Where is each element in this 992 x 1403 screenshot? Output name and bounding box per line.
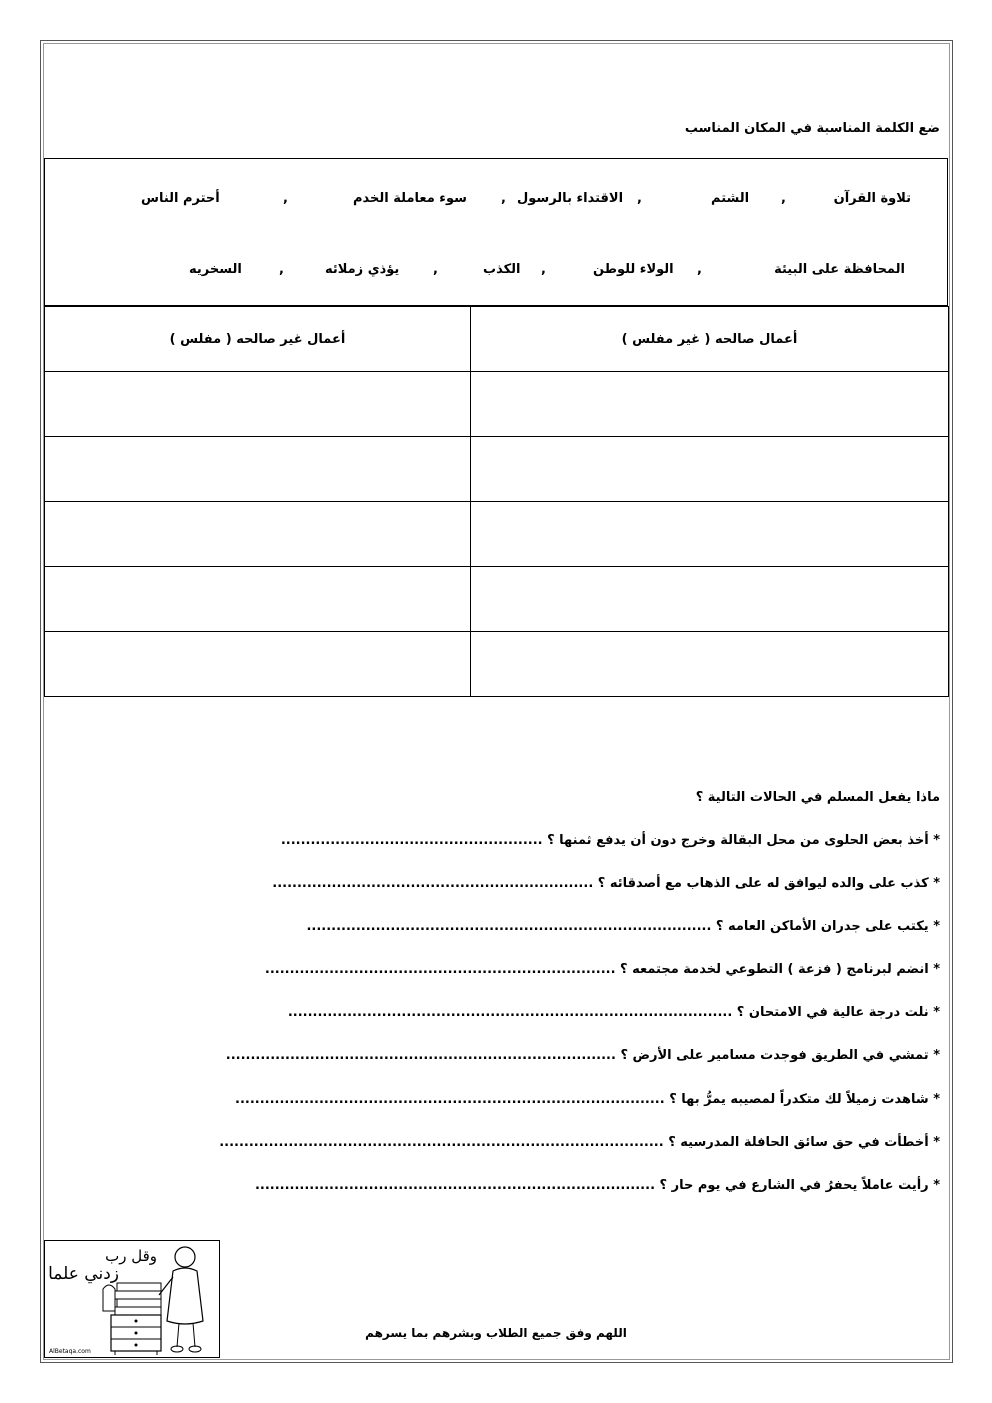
word-separator: , — [279, 262, 284, 277]
word-10: السخريه — [189, 262, 242, 277]
logo-caption-bottom: زدني علما — [48, 1264, 119, 1284]
footer-prayer: اللهم وفق جميع الطلاب وبشرهم بما يسرهم — [365, 1326, 627, 1340]
decorative-logo — [44, 1240, 220, 1358]
question-item: * يكتب على جدران الأماكن العامه ؟ .................................................................................. — [306, 919, 940, 934]
question-item: * تمشي في الطريق فوجدت مسامير على الأرض ؟ ............................................................................... — [225, 1048, 940, 1063]
word-8: الكذب — [483, 262, 521, 277]
bad-deed-cell[interactable] — [45, 632, 471, 697]
question-item: * شاهدت زميلاً لك متكدراً لمصيبه يمرُّ بها ؟ ....................................................................................... — [235, 1092, 940, 1107]
word-1: تلاوة القرآن — [833, 191, 911, 206]
word-2: الشتم — [711, 191, 750, 206]
word-separator: , — [541, 262, 546, 277]
bad-deed-cell[interactable] — [45, 437, 471, 502]
question-item: * رأيت عاملاً يحفرُ في الشارع في يوم حار ؟ ................................................................................. — [254, 1178, 940, 1193]
word-separator: , — [501, 191, 506, 206]
word-4: سوء معاملة الخدم — [353, 191, 467, 206]
good-deed-cell[interactable] — [471, 372, 949, 437]
good-deed-cell[interactable] — [471, 437, 949, 502]
word-bank — [44, 158, 948, 306]
good-deed-cell[interactable] — [471, 502, 949, 567]
bad-deed-cell[interactable] — [45, 567, 471, 632]
bad-deed-cell[interactable] — [45, 372, 471, 437]
good-deeds-header: أعمال صالحه ( غير مفلس ) — [471, 307, 949, 372]
logo-site: AlBetaqa.com — [49, 1348, 91, 1355]
good-deed-cell[interactable] — [471, 632, 949, 697]
word-6: المحافظة على البيئة — [774, 262, 905, 277]
instruction-heading: ضع الكلمة المناسبة في المكان المناسب — [684, 121, 940, 136]
word-9: يؤذي زملائه — [325, 262, 400, 277]
sorting-table — [44, 306, 949, 697]
word-7: الولاء للوطن — [593, 262, 674, 277]
word-5: أحترم الناس — [141, 191, 220, 206]
question-item: * أخذ بعض الحلوى من محل البقالة وخرج دون أن يدفع ثمنها ؟ ..................................................... — [280, 833, 940, 848]
question-item: * نلت درجة عالية في الامتحان ؟ .......................................................................................... — [287, 1005, 940, 1020]
word-3: الاقتداء بالرسول — [517, 191, 624, 206]
word-separator: , — [433, 262, 438, 277]
word-separator: , — [697, 262, 702, 277]
good-deed-cell[interactable] — [471, 567, 949, 632]
question-item: * كذب على والده ليوافق له على الذهاب مع أصدقائه ؟ ................................................................. — [272, 876, 940, 891]
word-separator: , — [781, 191, 786, 206]
logo-caption-top: وقل رب — [105, 1247, 157, 1265]
question-item: * انضم لبرنامج ( فزعة ) التطوعي لخدمة مجتمعه ؟ ....................................................................... — [264, 962, 940, 977]
word-separator: , — [637, 191, 642, 206]
bad-deeds-header: أعمال غير صالحه ( مفلس ) — [45, 307, 471, 372]
bad-deed-cell[interactable] — [45, 502, 471, 567]
question-item: * أخطأت في حق سائق الحافلة المدرسيه ؟ .......................................................................................... — [219, 1135, 940, 1150]
questions-heading: ماذا يفعل المسلم في الحالات التالية ؟ — [695, 790, 940, 805]
word-separator: , — [283, 191, 288, 206]
